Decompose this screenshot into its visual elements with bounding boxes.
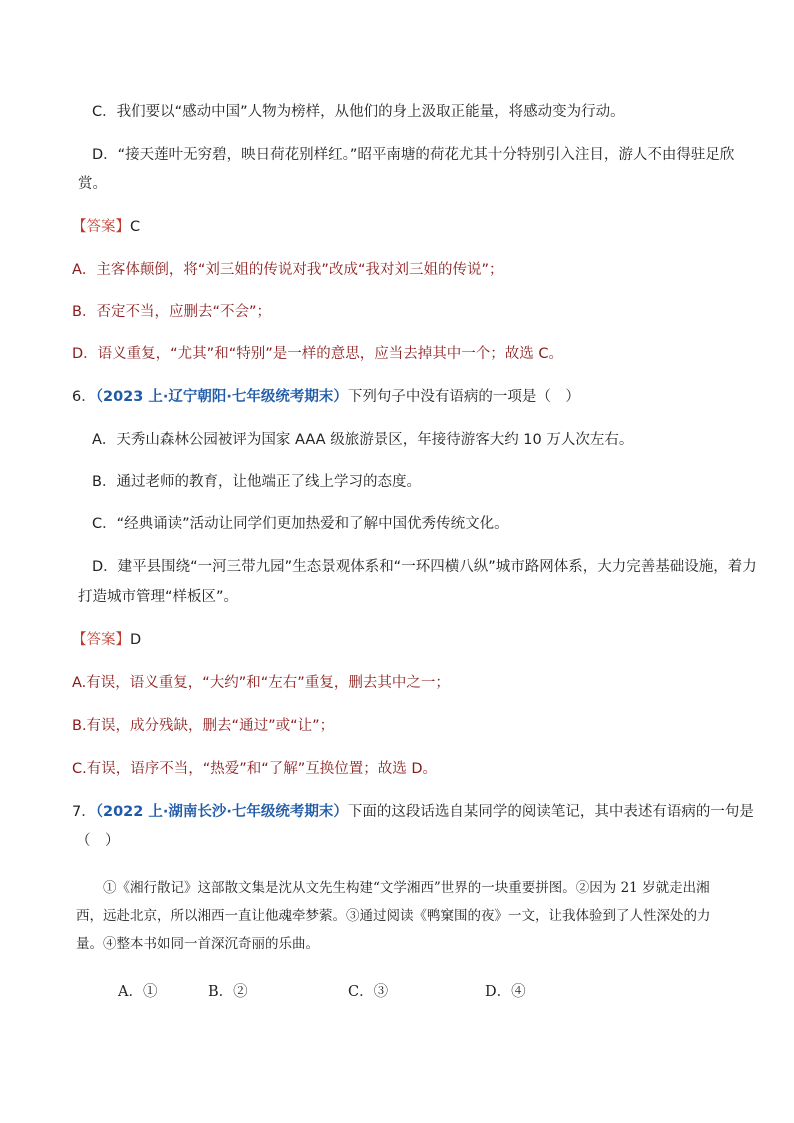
- q6-option-d-line1: D．建平县围绕“一河三带九园”生态景观体系和“一环四横八纵”城市路网体系，大力完善基础设施，着力: [92, 559, 757, 575]
- q7-number: 7．: [72, 804, 96, 820]
- q6-explanation-b: B.有误，成分残缺，删去“通过”或“让”；: [72, 718, 335, 734]
- q7-passage: ①《湘行散记》这部散文集是沈从文先生构建“文学湘西”世界的一块重要拼图。②因为 21 岁就走出湘西，远赴北京，所以湘西一直让他魂牵梦萦。③通过阅读《鸭窠围的夜》一文，让我体验到了人性深处的力量。④整本书如同一首深沉奇丽的乐曲。: [76, 880, 711, 952]
- q5-option-d-line1: D．“接天莲叶无穷碧，映日荷花别样红。”昭平南塘的荷花尤其十分特别引入注目，游人不由得驻足欣: [92, 147, 735, 163]
- q5-option-c: C．我们要以“感动中国”人物为榜样，从他们的身上汲取正能量，将感动变为行动。: [92, 104, 625, 120]
- q6-option-b: B．通过老师的教育，让他端正了线上学习的态度。: [92, 474, 421, 490]
- q7-stem: 下面的这段话选自某同学的阅读笔记，其中表述有语病的一句是: [347, 804, 754, 820]
- q7-source: （2022 上·湖南长沙·七年级统考期末）: [95, 804, 348, 820]
- q6-answer: [72, 630, 141, 650]
- q6-explanation-a: A.有误，语义重复，“大约”和“左右”重复，删去其中之一；: [72, 675, 450, 691]
- q7-header: [72, 802, 754, 822]
- q6-option-d-line2: 打造城市管理“样板区”。: [78, 589, 239, 605]
- q5-explanation-d: D．语义重复，“尤其”和“特别”是一样的意思，应当去掉其中一个；故选 C。: [72, 346, 563, 362]
- answer-value: C: [130, 219, 141, 235]
- answer-label: 【答案】: [72, 219, 130, 235]
- q7-choice-a: A．①: [118, 984, 158, 1000]
- q6-stem: 下列句子中没有语病的一项是（ ）: [347, 389, 580, 405]
- q5-explanation-b: B．否定不当，应删去“不会”；: [72, 304, 271, 320]
- q7-choice-d: D．④: [485, 984, 526, 1000]
- q7-choice-b: B．②: [208, 984, 248, 1000]
- q6-option-a: A．天秀山森林公园被评为国家 AAA 级旅游景区，年接待游客大约 10 万人次左右。: [92, 432, 634, 448]
- q6-source: （2023 上·辽宁朝阳·七年级统考期末）: [95, 389, 348, 405]
- q6-option-c: C．“经典诵读”活动让同学们更加热爱和了解中国优秀传统文化。: [92, 516, 509, 532]
- q7-choice-c: C．③: [348, 984, 389, 1000]
- q6-number: 6．: [72, 389, 96, 405]
- q7-stem-line2: （ ）: [76, 833, 120, 849]
- q6-header: [72, 387, 580, 407]
- q5-explanation-a: A．主客体颠倒，将“刘三姐的传说对我”改成“我对刘三姐的传说”；: [72, 262, 504, 278]
- q5-answer: [72, 217, 140, 237]
- q5-option-d-line2: 赏。: [78, 176, 107, 192]
- answer-label: 【答案】: [72, 632, 130, 648]
- answer-value: D: [130, 632, 142, 648]
- q6-explanation-c: C.有误，语序不当，“热爱”和“了解”互换位置；故选 D。: [72, 761, 438, 777]
